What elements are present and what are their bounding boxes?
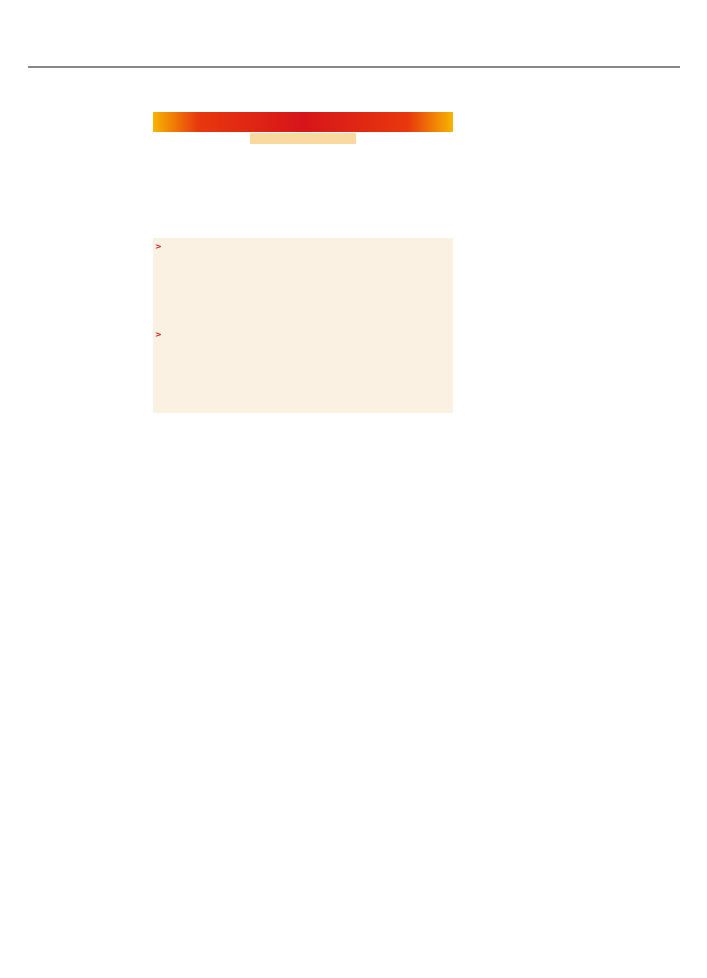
jicengshuo-col2 (305, 256, 445, 310)
chevron-right-icon: > (155, 242, 162, 251)
tag-jicengshuo (155, 242, 164, 251)
lead-col3 (305, 150, 453, 235)
sidebar-commentary-box (153, 238, 453, 413)
jicengshuo-col1 (159, 256, 297, 320)
tag-duanping (155, 330, 164, 339)
series-banner-subtitle (250, 133, 356, 144)
series-banner (153, 112, 453, 132)
masthead (28, 28, 680, 68)
lead-col1 (28, 110, 146, 285)
lead-col2 (153, 150, 298, 180)
duanping-col1 (159, 344, 297, 406)
duanping-col2 (305, 344, 445, 398)
lead-col1-cont (28, 308, 146, 408)
lead-col2-cont (153, 205, 298, 235)
chevron-right-icon: > (155, 330, 162, 339)
